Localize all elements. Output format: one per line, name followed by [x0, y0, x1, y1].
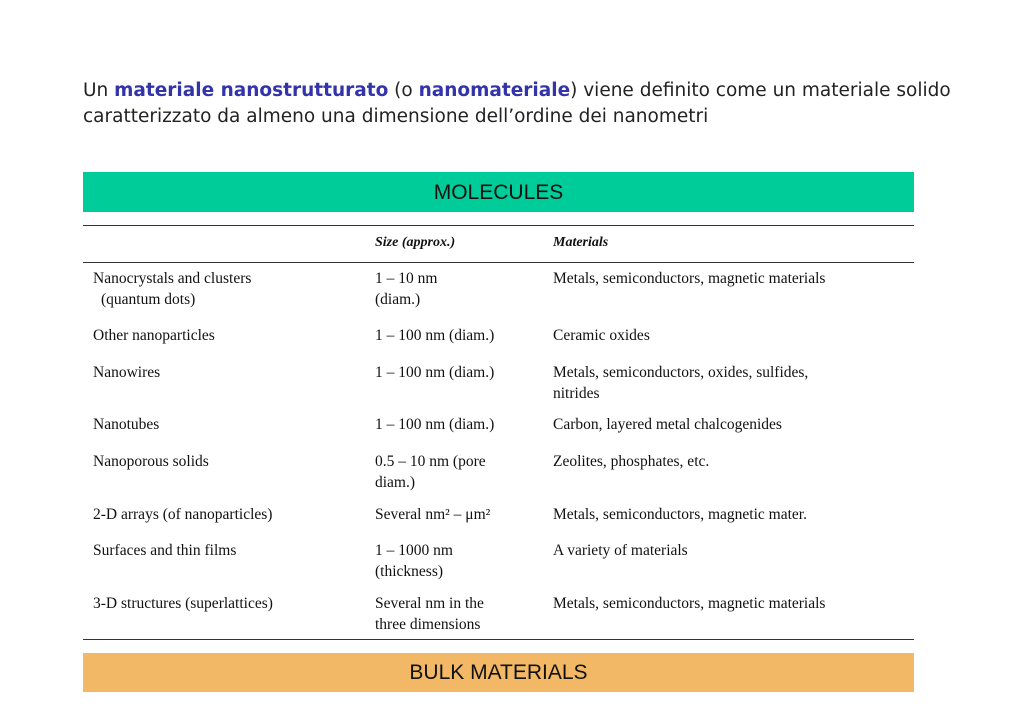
row-size: 1 – 100 nm (diam.) — [375, 327, 495, 344]
row-type: 3-D structures (superlattices) — [93, 595, 273, 612]
row-type: Surfaces and thin films — [93, 542, 237, 559]
intro-text-2: (o — [388, 80, 419, 101]
row-size: 1 – 10 nm — [375, 270, 438, 287]
header-cell-materials: Materials — [553, 235, 609, 250]
row-size-cont: (thickness) — [375, 563, 444, 580]
bulk-materials-band: BULK MATERIALS — [83, 653, 914, 692]
row-materials: A variety of materials — [553, 542, 688, 559]
row-size: 1 – 100 nm (diam.) — [375, 364, 495, 381]
intro-text-3: ) viene definito come un materiale solido caratterizzato da almeno una dimensione dell’ordine dei nanometri — [83, 80, 951, 127]
row-materials: Metals, semiconductors, magnetic materials — [553, 270, 826, 287]
row-type: Other nanoparticles — [93, 327, 215, 344]
row-type: Nanocrystals and clusters — [93, 270, 252, 287]
row-size-cont: (diam.) — [375, 291, 421, 308]
intro-paragraph — [83, 78, 963, 130]
row-materials: Ceramic oxides — [553, 327, 650, 344]
intro-term-nanomaterial: nanomateriale — [418, 80, 571, 101]
row-type-cont: (quantum dots) — [101, 291, 196, 308]
row-type: Nanotubes — [93, 416, 160, 433]
table-bottom-rule — [83, 639, 914, 640]
row-size: 0.5 – 10 nm (pore — [375, 453, 486, 470]
row-size-cont: diam.) — [375, 474, 416, 491]
table-top-rule — [83, 225, 914, 226]
row-materials: Metals, semiconductors, magnetic materials — [553, 595, 826, 612]
row-materials: Metals, semiconductors, magnetic mater. — [553, 506, 807, 523]
row-size: 1 – 1000 nm — [375, 542, 453, 559]
table-header-rule — [83, 262, 914, 263]
row-size: 1 – 100 nm (diam.) — [375, 416, 495, 433]
header-cell-size: Size (approx.) — [375, 235, 456, 250]
row-materials: Carbon, layered metal chalcogenides — [553, 416, 782, 433]
row-materials: Zeolites, phosphates, etc. — [553, 453, 710, 470]
row-materials: Metals, semiconductors, oxides, sulfides, — [553, 364, 809, 381]
row-size: Several nm in the — [375, 595, 484, 612]
row-size-cont: three dimensions — [375, 616, 481, 633]
molecules-band: MOLECULES — [83, 172, 914, 212]
row-size: Several nm² – μm² — [375, 506, 491, 523]
row-materials-cont: nitrides — [553, 385, 600, 402]
intro-term-nanostructured: materiale nanostrutturato — [114, 80, 389, 101]
row-type: Nanoporous solids — [93, 453, 209, 470]
row-type: Nanowires — [93, 364, 161, 381]
row-type: 2-D arrays (of nanoparticles) — [93, 506, 273, 523]
intro-text-1: Un — [83, 80, 115, 101]
